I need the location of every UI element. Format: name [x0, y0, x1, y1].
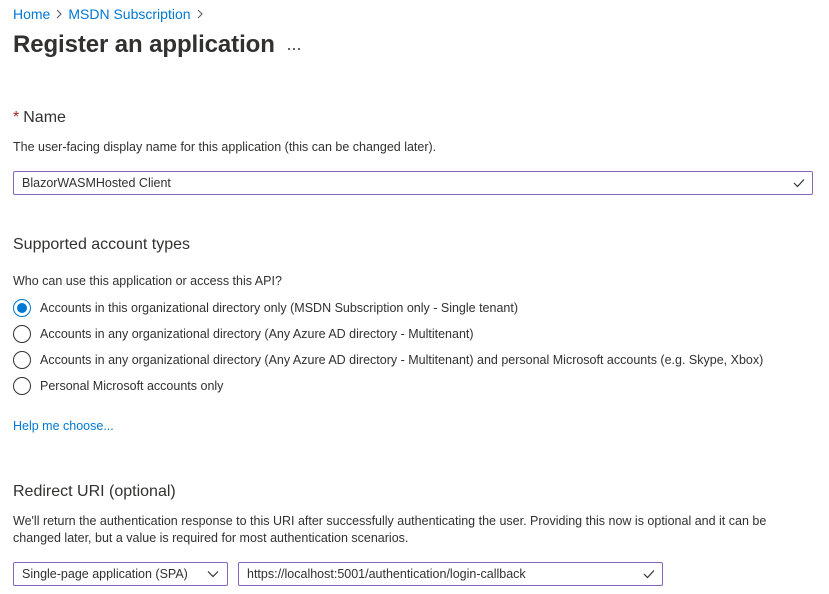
breadcrumb-msdn-subscription-link[interactable]: MSDN Subscription [68, 6, 191, 22]
radio-label: Accounts in any organizational directory (Any Azure AD directory - Multitenant) and personal Microsoft accounts (e.g. Skype, Xbox) [40, 353, 764, 367]
chevron-down-icon [207, 565, 219, 583]
account-types-title: Supported account types [13, 236, 191, 253]
radio-multitenant[interactable] [13, 324, 474, 344]
chevron-right-icon [51, 9, 67, 19]
radio-button[interactable] [13, 351, 31, 369]
breadcrumb-home-link[interactable]: Home [13, 6, 51, 22]
name-label: Name [23, 109, 66, 126]
redirect-uri-field-container [238, 562, 663, 586]
checkmark-icon [642, 567, 656, 581]
name-section-title [13, 109, 66, 127]
required-asterisk: * [13, 109, 20, 126]
radio-button[interactable] [13, 377, 31, 395]
redirect-uri-title: Redirect URI (optional) [13, 483, 176, 500]
name-description: The user-facing display name for this application (this can be changed later). [13, 140, 437, 154]
chevron-right-icon [192, 9, 208, 19]
platform-select-value: Single-page application (SPA) [22, 567, 188, 581]
radio-button[interactable] [13, 325, 31, 343]
radio-personal-only[interactable] [13, 376, 223, 396]
radio-dot [17, 303, 27, 313]
radio-label: Accounts in this organizational directory only (MSDN Subscription only - Single tenant) [40, 301, 519, 315]
redirect-uri-input[interactable] [239, 564, 642, 584]
more-options-button[interactable] [283, 36, 305, 58]
page-title: Register an application [13, 31, 275, 58]
radio-multitenant-personal[interactable] [13, 350, 763, 370]
checkmark-icon [792, 176, 806, 190]
radio-label: Personal Microsoft accounts only [40, 379, 224, 393]
breadcrumb [13, 4, 209, 24]
redirect-uri-description: We'll return the authentication response to this URI after successfully authenticating the user. Providing this now is optional and it can be changed later, but a value is required for most authentication scenarios. [13, 514, 767, 545]
radio-button-checked[interactable] [13, 299, 31, 317]
account-types-question: Who can use this application or access this API? [13, 274, 282, 288]
help-me-choose-link[interactable]: Help me choose... [13, 419, 114, 433]
more-icon [287, 38, 301, 56]
name-field-container [13, 171, 813, 195]
radio-label: Accounts in any organizational directory (Any Azure AD directory - Multitenant) [40, 327, 474, 341]
platform-select[interactable] [13, 562, 228, 586]
name-input[interactable] [14, 173, 792, 193]
radio-single-tenant[interactable] [13, 298, 518, 318]
